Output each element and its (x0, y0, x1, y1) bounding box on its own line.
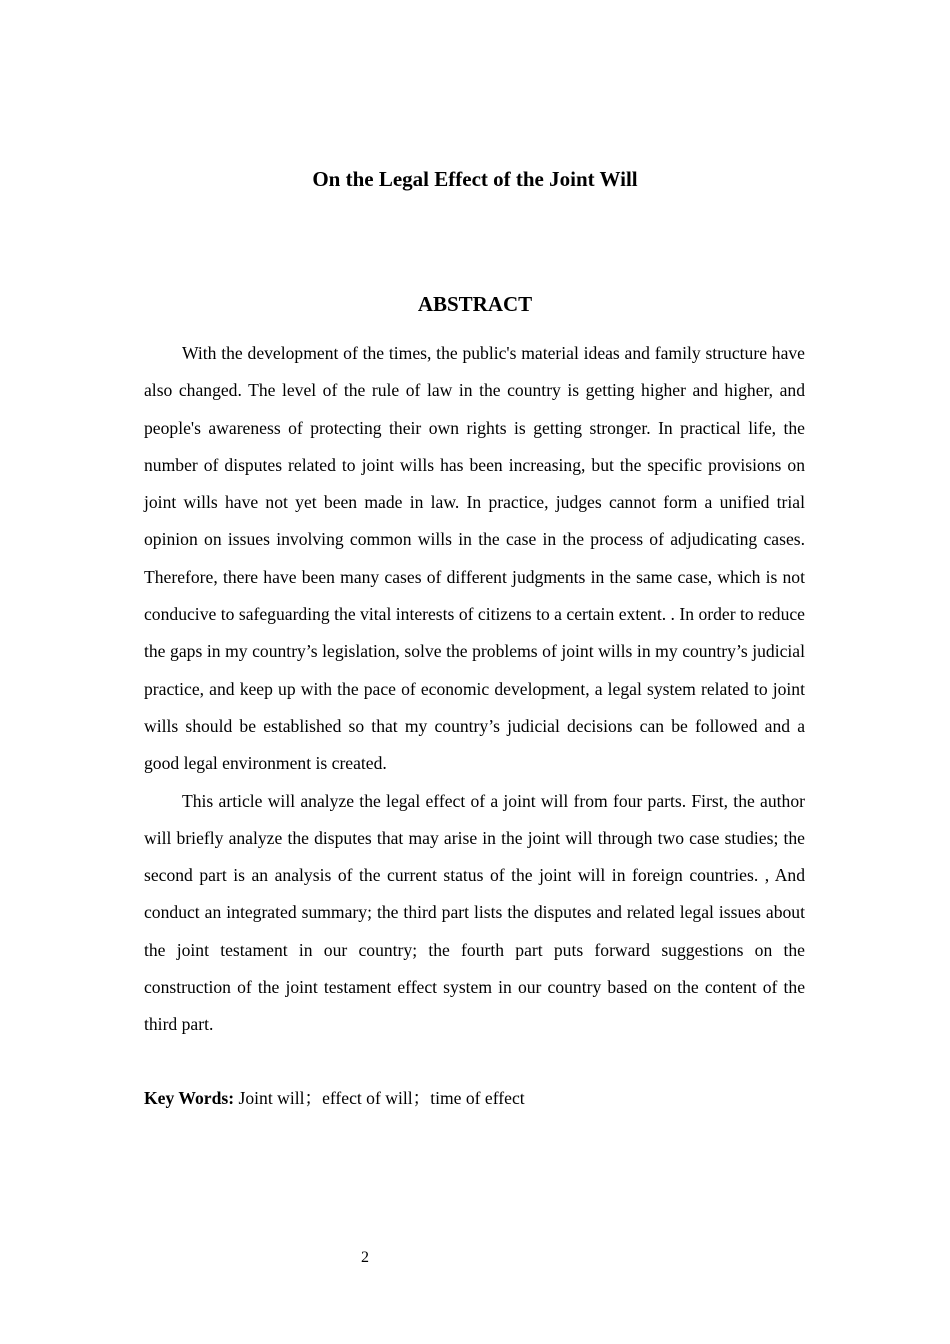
keywords-label: Key Words: (144, 1088, 235, 1108)
keywords-text: Joint will；effect of will；time of effect (234, 1088, 525, 1108)
document-title: On the Legal Effect of the Joint Will (312, 167, 638, 191)
abstract-body (144, 335, 805, 1044)
abstract-paragraph-2: This article will analyze the legal effect of a joint will from four parts. First, the author will briefly analyze the disputes that may arise in the joint will through two case studies; the second part is an analysis of the current status of the joint will in foreign countries. , And conduct an integrated summary; the third part lists the disputes and related legal issues about the joint testament in our country; the fourth part puts forward suggestions on the construction of the joint testament effect system in our country based on the content of the third part. (144, 790, 805, 1035)
abstract-paragraph-1: With the development of the times, the public's material ideas and family structure have also changed. The level of the rule of law in the country is getting higher and higher, and people's awareness of protecting their own rights is getting stronger. In practical life, the number of disputes related to joint wills has been increasing, but the specific provisions on joint wills have not yet been made in law. In practice, judges cannot form a unified trial opinion on issues involving common wills in the case in the process of adjudicating cases. Therefore, there have been many cases of different judgments in the same case, which is not conducive to safeguarding the vital interests of citizens to a certain extent. . In order to reduce the gaps in my country’s legislation, solve the problems of joint wills in my country’s judicial practice, and keep up with the pace of economic development, a legal system related to joint wills should be established so that my country’s judicial decisions can be followed and a good legal environment is created. (144, 343, 805, 774)
abstract-heading: ABSTRACT (417, 292, 533, 316)
keywords-line (144, 1080, 805, 1117)
page-number: 2 (361, 1249, 369, 1266)
